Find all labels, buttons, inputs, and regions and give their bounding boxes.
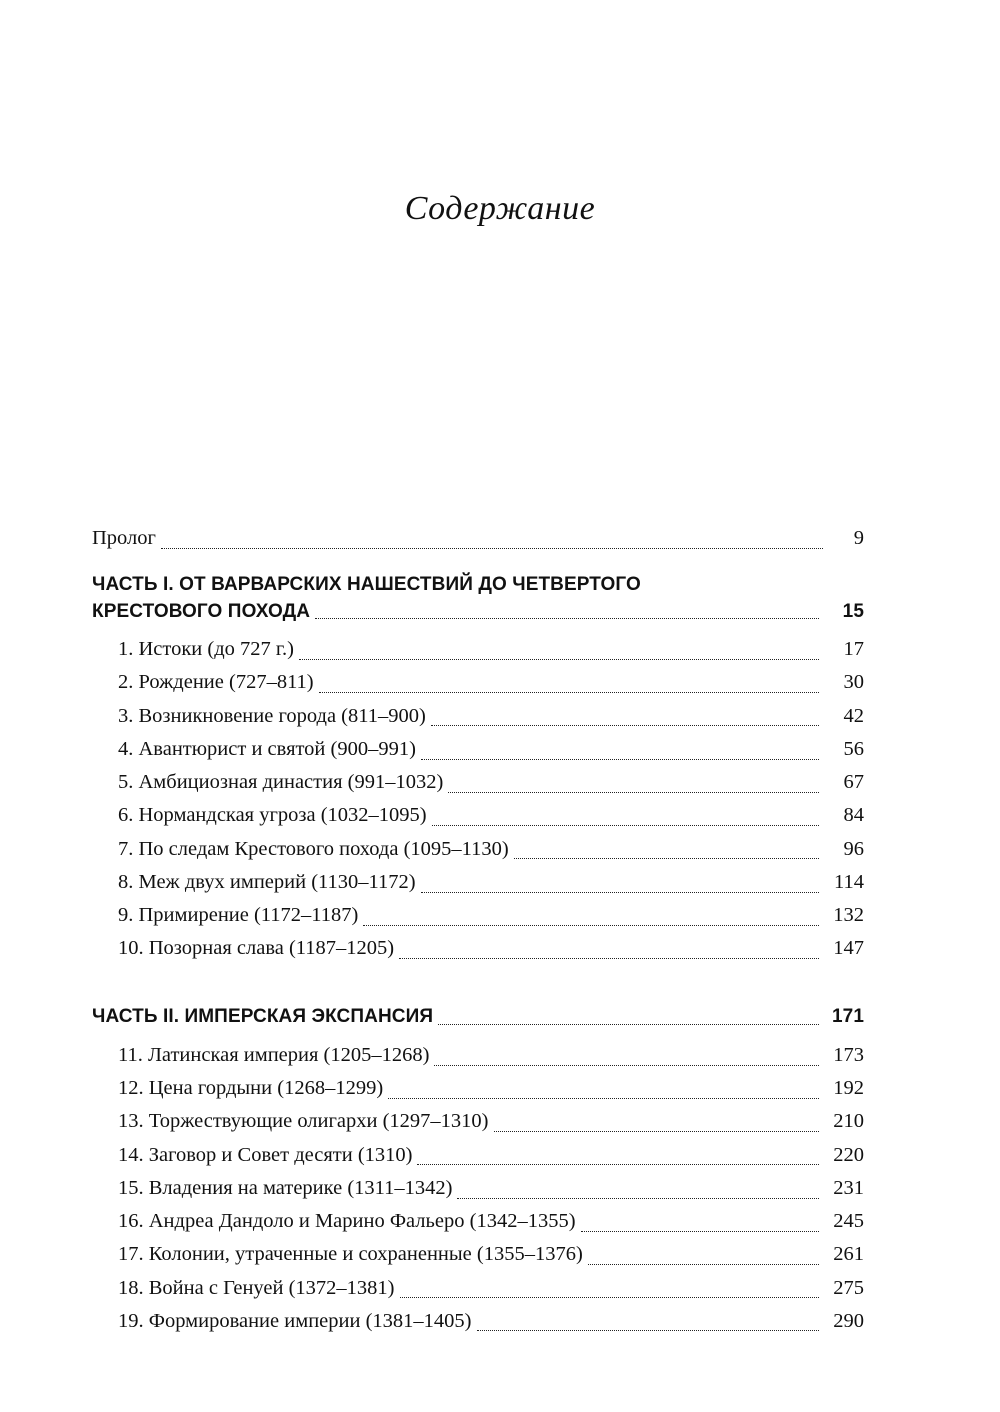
toc-entry-label: 9. Примирение (1172–1187)	[118, 904, 359, 927]
toc-entry-label: 8. Меж двух империй (1130–1172)	[118, 870, 416, 893]
toc-entry[interactable]	[118, 668, 864, 698]
dot-leader	[477, 1329, 820, 1331]
toc-entry-label: Пролог	[92, 527, 156, 549]
dot-leader	[161, 547, 823, 549]
toc-entry-label: 15. Владения на материке (1311–1342)	[118, 1176, 453, 1199]
toc-entry-page: 210	[833, 1110, 864, 1133]
toc-entry-label: 3. Возникновение города (811–900)	[118, 704, 426, 727]
dot-leader	[588, 1263, 819, 1265]
toc-part-heading-2[interactable]	[92, 1003, 864, 1031]
toc-entry[interactable]	[118, 835, 864, 865]
dot-leader	[315, 617, 819, 619]
dot-leader	[434, 1064, 819, 1066]
toc-entry-label: 19. Формирование империи (1381–1405)	[118, 1309, 472, 1332]
toc-entry-page: 261	[833, 1243, 864, 1266]
toc-entry[interactable]	[118, 1074, 864, 1104]
toc-entry[interactable]	[118, 868, 864, 898]
toc-chapter-list-2	[118, 1041, 864, 1336]
dot-leader	[494, 1130, 819, 1132]
toc-entry[interactable]	[118, 934, 864, 964]
toc-entry-page: 173	[833, 1044, 864, 1066]
toc-entry-label: 11. Латинская империя (1205–1268)	[118, 1044, 430, 1066]
toc-entry-page: 231	[833, 1176, 864, 1199]
toc-entry-page: 114	[834, 870, 864, 893]
dot-leader	[581, 1230, 819, 1232]
toc-part-page: 171	[831, 1006, 864, 1028]
dot-leader	[421, 758, 819, 760]
toc-entry-page: 275	[833, 1276, 864, 1299]
toc-entry-prolog[interactable]	[92, 524, 864, 554]
toc-entry-label: 17. Колонии, утраченные и сохраненные (1355–1376)	[118, 1243, 583, 1266]
section-spacer	[92, 967, 864, 991]
toc-entry-label: 4. Авантюрист и святой (900–991)	[118, 737, 416, 760]
toc-entry-page: 30	[843, 671, 864, 694]
toc-entry-label: 5. Амбициозная династия (991–1032)	[118, 771, 444, 794]
toc-entry-label: 18. Война с Генуей (1372–1381)	[118, 1276, 395, 1299]
dot-leader	[299, 658, 819, 660]
toc-part-heading-line2: КРЕСТОВОГО ПОХОДА	[92, 600, 311, 622]
toc-entry[interactable]	[118, 635, 864, 665]
toc-entry-page: 245	[833, 1210, 864, 1233]
dot-leader	[448, 791, 819, 793]
toc-part-page: 15	[842, 600, 864, 622]
toc-entry[interactable]	[118, 1307, 864, 1337]
toc-entry[interactable]	[118, 1240, 864, 1270]
dot-leader	[514, 857, 819, 859]
toc-entry-page: 9	[853, 527, 864, 549]
toc-entry[interactable]	[118, 1274, 864, 1304]
dot-leader	[399, 957, 819, 959]
toc-entry-page: 96	[843, 837, 864, 860]
dot-leader	[432, 824, 819, 826]
toc-entry-label: 12. Цена гордыни (1268–1299)	[118, 1077, 384, 1100]
toc-part-heading-1[interactable]	[92, 574, 864, 626]
toc-entry[interactable]	[118, 801, 864, 831]
toc-entry[interactable]	[118, 1174, 864, 1204]
toc-entry-label: 7. По следам Крестового похода (1095–1130)	[118, 837, 509, 860]
toc-entry-page: 42	[843, 704, 864, 727]
dot-leader	[388, 1097, 819, 1099]
toc-entry-label: 1. Истоки (до 727 г.)	[118, 638, 294, 661]
toc-entry-label: 16. Андреа Дандоло и Марино Фальеро (1342–1355)	[118, 1210, 576, 1233]
toc-entry[interactable]	[118, 768, 864, 798]
toc-part-heading-line1: ЧАСТЬ I. ОТ ВАРВАРСКИХ НАШЕСТВИЙ ДО ЧЕТВЕРТОГО	[92, 573, 641, 595]
toc-entry-page: 132	[833, 904, 864, 927]
toc-entry-page: 17	[843, 638, 864, 661]
dot-leader	[431, 724, 819, 726]
dot-leader	[319, 691, 819, 693]
toc-chapter-list-1	[118, 635, 864, 964]
toc-entry[interactable]	[118, 735, 864, 765]
dot-leader	[457, 1197, 819, 1199]
toc-entry[interactable]	[118, 1041, 864, 1071]
toc-entry-label: 13. Торжествующие олигархи (1297–1310)	[118, 1110, 489, 1133]
toc-entry[interactable]	[118, 702, 864, 732]
toc-entry[interactable]	[118, 901, 864, 931]
toc-entry-page: 290	[833, 1309, 864, 1332]
table-of-contents	[92, 524, 864, 1340]
toc-entry[interactable]	[118, 1141, 864, 1171]
dot-leader	[400, 1296, 820, 1298]
toc-entry-label: 2. Рождение (727–811)	[118, 671, 314, 694]
toc-entry-page: 67	[843, 771, 864, 794]
toc-entry-page: 220	[833, 1143, 864, 1166]
dot-leader	[438, 1023, 819, 1025]
toc-entry-page: 147	[833, 937, 864, 960]
dot-leader	[417, 1163, 819, 1165]
toc-entry[interactable]	[118, 1107, 864, 1137]
toc-entry-page: 84	[843, 804, 864, 827]
toc-entry-label: 6. Нормандская угроза (1032–1095)	[118, 804, 427, 827]
dot-leader	[363, 924, 819, 926]
toc-part-heading-line1: ЧАСТЬ II. ИМПЕРСКАЯ ЭКСПАНСИЯ	[92, 1006, 434, 1028]
toc-entry-page: 56	[843, 737, 864, 760]
dot-leader	[421, 891, 819, 893]
page-title: Содержание	[404, 190, 596, 227]
toc-entry[interactable]	[118, 1207, 864, 1237]
toc-entry-label: 14. Заговор и Совет десяти (1310)	[118, 1143, 413, 1166]
toc-entry-page: 192	[833, 1077, 864, 1100]
toc-entry-label: 10. Позорная слава (1187–1205)	[118, 937, 395, 960]
